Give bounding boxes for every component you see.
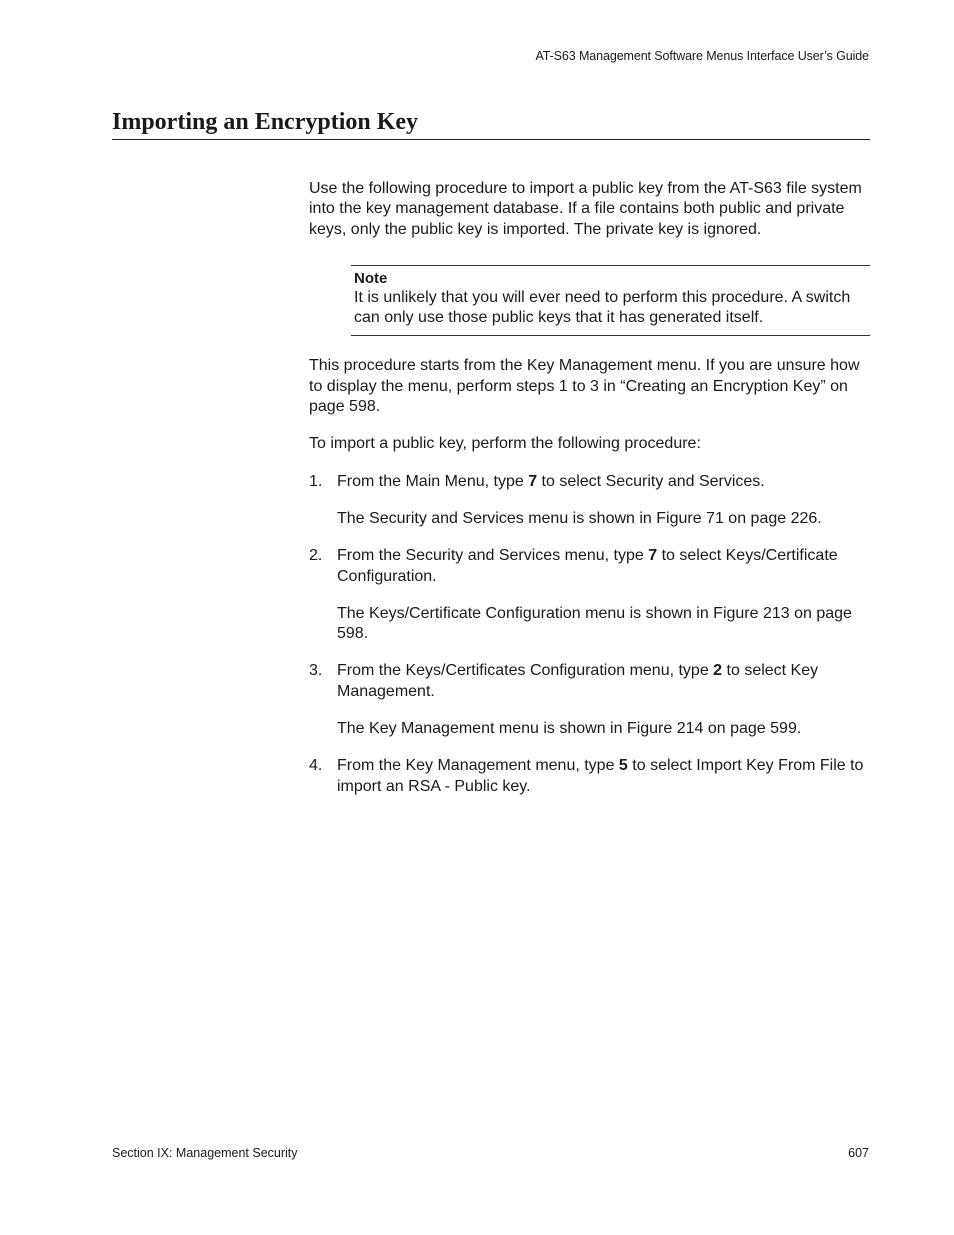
footer-page-number: 607 [848,1146,869,1160]
step-instruction: From the Key Management menu, type 5 to select Import Key From File to import an RSA - Public key. [337,757,864,795]
menu-key: 5 [618,757,628,775]
step-result: The Security and Services menu is shown in Figure 71 on page 226. [337,509,822,527]
step-item [309,756,870,797]
step-instruction: From the Main Menu, type 7 to select Security and Services. [337,472,765,490]
lead-in-paragraph: To import a public key, perform the following procedure: [309,435,701,453]
running-header: AT-S63 Management Software Menus Interface User’s Guide [535,49,869,63]
note-text: It is unlikely that you will ever need to perform this procedure. A switch can only use those public keys that it has generated itself. [354,288,851,327]
step-instruction: From the Keys/Certificates Configuration menu, type 2 to select Key Management. [337,662,819,700]
step-instruction: From the Security and Services menu, type 7 to select Keys/Certificate Configuration. [337,547,838,585]
menu-key: 7 [648,547,658,565]
step-number: 2. [309,547,323,565]
context-paragraph: This procedure starts from the Key Management menu. If you are unsure how to display the menu, perform steps 1 to 3 in “Creating an Encryption Key” on page 598. [309,357,860,416]
step-item [309,661,870,739]
intro-paragraph: Use the following procedure to import a public key from the AT-S63 file system into the key management database. If a file contains both public and private keys, only the public key is imported. The private key is ignored. [309,180,862,238]
step-number: 1. [309,472,323,490]
section-title: Importing an Encryption Key [112,106,870,140]
footer-section-label: Section IX: Management Security [112,1146,298,1160]
note-title: Note [354,269,388,287]
step-item [309,472,870,530]
note-box [351,265,870,337]
step-number: 4. [309,757,323,775]
step-number: 3. [309,662,323,680]
menu-key: 7 [528,472,538,490]
menu-key: 2 [713,662,723,680]
main-content [309,179,870,814]
step-result: The Key Management menu is shown in Figure 214 on page 599. [337,720,802,738]
step-item [309,546,870,644]
step-result: The Keys/Certificate Configuration menu is shown in Figure 213 on page 598. [337,604,852,643]
procedure-steps [309,472,870,797]
